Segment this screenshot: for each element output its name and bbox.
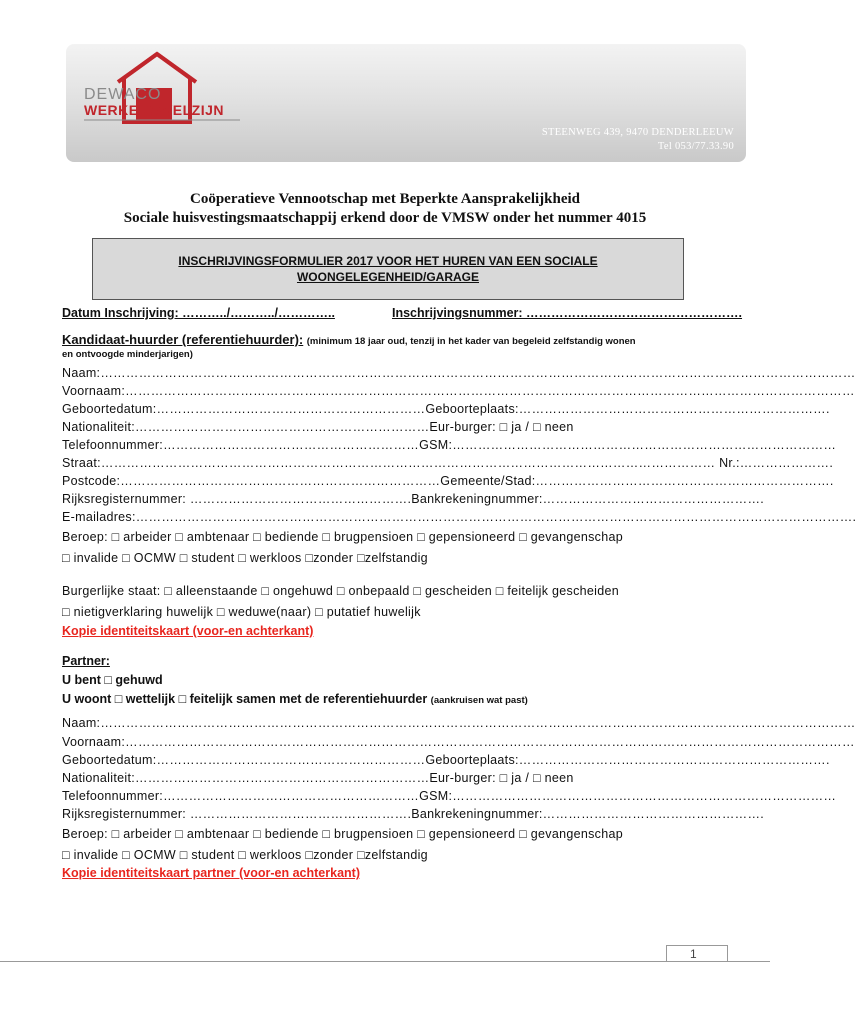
partner-phone-field[interactable]: Telefoonnummer:……………………………………………………GSM:……………………………………………………………………………… — [62, 789, 837, 803]
partner-nationality-field[interactable]: Nationaliteit:……………………………………………………………Eur-burger: □ ja / □ neen — [62, 771, 574, 785]
partner-id-copy-note: Kopie identiteitskaart partner (voor-en achterkant) — [62, 866, 360, 880]
form-title-line1: INSCHRIJVINGSFORMULIER 2017 VOOR HET HUREN VAN EEN SOCIALE — [178, 254, 598, 268]
candidate-id-copy-note: Kopie identiteitskaart (voor-en achterkant) — [62, 624, 314, 638]
partner-living-options[interactable]: U woont □ wettelijk □ feitelijk samen met de referentiehuurder — [62, 692, 428, 706]
candidate-occupation-options-2[interactable]: □ invalide □ OCMW □ student □ werkloos □zonder □zelfstandig — [62, 551, 428, 565]
candidate-postcode-field[interactable]: Postcode:…………………………………………………………………Gemeente/Stad:……………………………………………………………. — [62, 474, 834, 488]
candidate-occupation-options[interactable]: Beroep: □ arbeider □ ambtenaar □ bediende □ brugpensioen □ gepensioneerd □ gevangenschap — [62, 530, 623, 544]
candidate-heading: Kandidaat-huurder (referentiehuurder): — [62, 332, 304, 347]
partner-occupation-options-2[interactable]: □ invalide □ OCMW □ student □ werkloos □zonder □zelfstandig — [62, 848, 428, 862]
form-title-line2: WOONGELEGENHEID/GARAGE — [296, 270, 479, 284]
candidate-email-field[interactable]: E-mailadres:……………………………………………………………………………………………………………………………………………………. — [62, 510, 856, 524]
partner-name-field[interactable]: Naam:…………………………………………………………………………………………………………………………………………………………… — [62, 716, 856, 730]
civil-status-options[interactable]: Burgerlijke staat: □ alleenstaande □ ongehuwd □ onbepaald □ gescheiden □ feitelijk gescheiden — [62, 584, 619, 598]
candidate-note: (minimum 18 jaar oud, tenzij in het kader van begeleid zelfstandig wonen — [306, 336, 636, 347]
candidate-name-field[interactable]: Naam:…………………………………………………………………………………………………………………………………………………………… — [62, 366, 856, 380]
logo-text-dewaco: DEWACO — [84, 86, 162, 103]
candidate-heading-row — [62, 332, 716, 347]
partner-living-note: (aankruisen wat past) — [430, 695, 528, 706]
candidate-note-cont: en ontvoogde minderjarigen) — [62, 349, 193, 360]
partner-rrn-field[interactable]: Rijksregisternummer: …………………………………………….Bankrekeningnummer:……………………………………………. — [62, 807, 765, 821]
address-street: STEENWEG 439, 9470 DENDERLEEUW — [541, 127, 734, 138]
partner-birth-field[interactable]: Geboortedatum:………………………………………………………Geboorteplaats:………………………………………………………………. — [62, 753, 830, 767]
page-number: 1 — [690, 947, 697, 961]
address-phone: Tel 053/77.33.90 — [657, 141, 734, 152]
address-block — [542, 126, 734, 154]
candidate-firstname-field[interactable]: Voornaam:……………………………………………………………………………………………………………………………………………………… — [62, 384, 855, 398]
footer-divider — [0, 961, 770, 962]
partner-living-row[interactable] — [62, 692, 716, 706]
candidate-rrn-field[interactable]: Rijksregisternummer: …………………………………………….Bankrekeningnummer:……………………………………………. — [62, 492, 765, 506]
org-recognition: Sociale huisvestingsmaatschappij erkend door de VMSW onder het nummer 4015 — [123, 210, 647, 226]
candidate-nationality-field[interactable]: Nationaliteit:……………………………………………………………Eur-burger: □ ja / □ neen — [62, 420, 574, 434]
logo-text-werkerswelzijn: WERKERSWELZIJN — [84, 102, 224, 118]
partner-heading: Partner: — [62, 654, 110, 668]
partner-occupation-options[interactable]: Beroep: □ arbeider □ ambtenaar □ bediende □ brugpensioen □ gepensioneerd □ gevangenschap — [62, 827, 623, 841]
form-title-box — [92, 238, 684, 300]
candidate-street-field[interactable]: Straat:……………………………………………………………………………………………………………………………… Nr.:…………………. — [62, 456, 834, 470]
candidate-birth-field[interactable]: Geboortedatum:………………………………………………………Geboorteplaats:………………………………………………………………. — [62, 402, 830, 416]
registration-date[interactable]: Datum Inschrijving: ………../………../………….. — [62, 306, 335, 320]
partner-firstname-field[interactable]: Voornaam:……………………………………………………………………………………………………………………………………………………… — [62, 735, 855, 749]
candidate-phone-field[interactable]: Telefoonnummer:……………………………………………………GSM:……………………………………………………………………………… — [62, 438, 837, 452]
partner-married-option[interactable]: U bent □ gehuwd — [62, 673, 163, 687]
registration-number[interactable]: Inschrijvingsnummer: ……………………………………………. — [392, 306, 743, 320]
page-number-tab — [666, 945, 728, 962]
civil-status-options-2[interactable]: □ nietigverklaring huwelijk □ weduwe(naar) □ putatief huwelijk — [62, 605, 421, 619]
org-legal-form: Coöperatieve Vennootschap met Beperkte Aansprakelijkheid — [190, 191, 580, 207]
